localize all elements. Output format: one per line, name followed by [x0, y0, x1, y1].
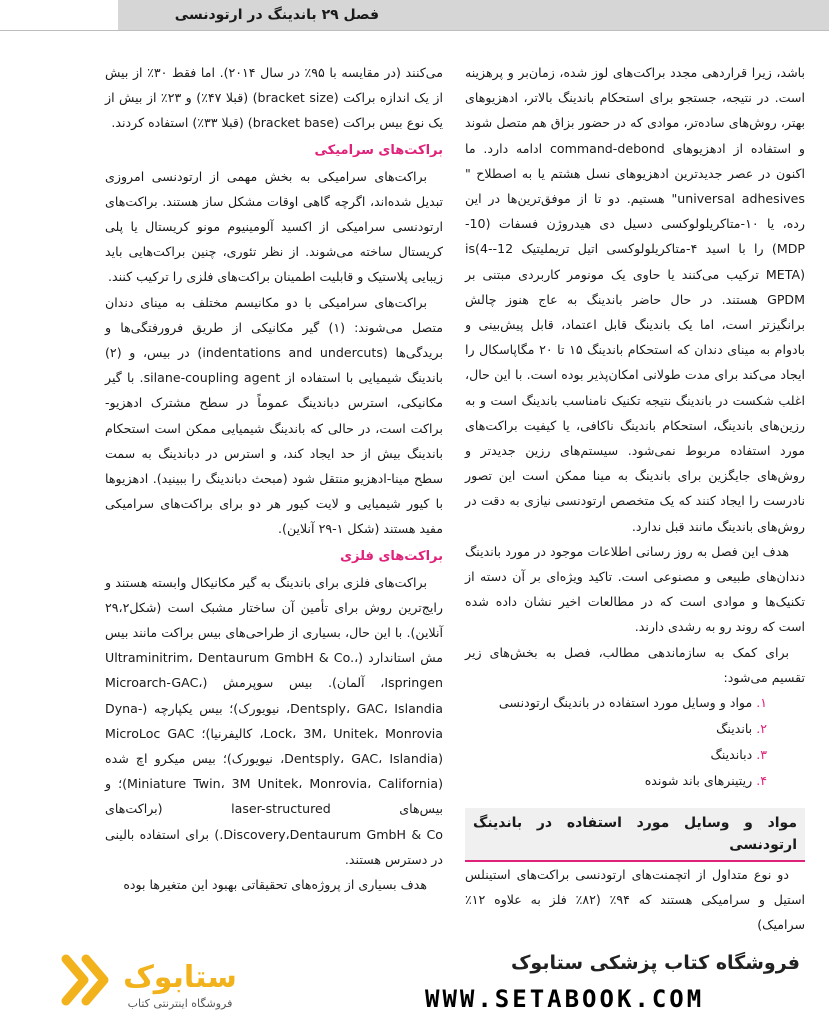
list-item: ۳. دباندینگ	[710, 747, 767, 763]
paragraph: هدف بسیاری از پروژه‌های تحقیقاتی بهبود این متغیرها بوده	[123, 877, 427, 893]
left-column	[105, 60, 443, 897]
section-list	[465, 690, 805, 794]
logo-graphic	[60, 945, 250, 1015]
logo-tagline: فروشگاه اینترنتی کتاب	[127, 997, 233, 1010]
list-item: ۱. مواد و وسایل مورد استفاده در باندینگ ارتودنسی	[498, 695, 767, 711]
store-name: فروشگاه کتاب پزشکی ستابوک	[510, 952, 800, 974]
chapter-title: فصل ۲۹ باندینگ در ارتودنسی	[174, 7, 379, 23]
section-heading: مواد و وسایل مورد استفاده در باندینگ ارتودنسی	[465, 808, 805, 862]
paragraph: براکت‌های فلزی برای باندینگ به گیر مکانیکال وابسته هستند و رایج‌ترین روش برای تأمین آن ساختار مشبک است (شکل۲۹،۲ آنلاین). با این حال، بسیاری از طراحی‌های بیس براکت مانند بیس مش استاندارد (Ultraminitrim، Dentaurum GmbH & Co.، Ispringen، آلمان). بیس سوپرمش (Microarch-GAC، Dentsply، GAC، Islandia، نیویورک)؛ بیس یکپارچه (Dyna-Lock، 3M، Unitek، Monrovia، کالیفرنیا)؛ MicroLoc GAC (Dentsply، GAC، Islandia، نیویورک)؛ بیس میکرو اچ شده (Miniature Twin، 3M Unitek، Monrovia، California)؛ و بیس‌های laser-structured (براکت‌های Discovery،Dentaurum GmbH & Co.) برای استفاده بالینی در دسترس هستند.	[105, 574, 443, 867]
right-column	[465, 60, 805, 938]
subheading-ceramic: براکت‌های سرامیکی	[314, 142, 443, 158]
page-header	[0, 0, 829, 31]
paragraph: می‌کنند (در مقایسه با ۹۵٪ در سال ۲۰۱۴). اما فقط ۳۰٪ از بیش از یک اندازه براکت (bracket size) (قبلا ۴۷٪) و ۲۳٪ از بیش از یک نوع بیس براکت (bracket base) (قبلا ۳۳٪) استفاده کردند.	[105, 65, 444, 131]
list-item: ۴. ریتینرهای باند شونده	[644, 773, 767, 789]
paragraph: باشد، زیرا قراردهی مجدد براکت‌های لوز شده، زمان‌بر و پرهزینه است. در نتیجه، جستجو برای استحکام باندینگ بالاتر، ادهزیوهای بهتر، روش‌های ساده‌تر، موادی که در حضور بزاق هم متصل شوند و استفاده از ادهزیوهای command-debond ادامه دارد. ما اکنون در عصر جدیدترین ادهزیوهای نسل هشتم یا به اصطلاح " universal adhesives" هستیم. دو تا از موفق‌ترین‌ها در این رده، یا ۱۰-متاکریلولوکسی دسیل دی هیدروژن فسفات (10-MDP) را با اسید ۴-متاکریلولوکسی اتیل تریملیتیک 12-is(4-META) ترکیب می‌کنند یا حاوی یک مونومر کاربردی مبتنی بر GPDM هستند. در حال حاضر باندینگ به عاج هنوز چالش برانگیزتر است، اما یک باندینگ قابل اعتماد، قابل پیش‌بینی و بادوام به مینای دندان که استحکام باندینگ ۱۵ تا ۲۰ مگاپاسکال را ایجاد می‌کند برای مدت طولانی امکان‌پذیر بوده است. با این حال، اغلب شکست در باندینگ نتیجه تکنیک نامناسب باندینگ است و به رزین‌های باندینگ، استحکام باندینگ ناکافی، یا کیفیت براکت‌های مورد استفاده مربوط نمی‌شود. سیستم‌های رزین جدیدتر و روش‌های جایگزین برای باندینگ به مینا ممکن است این تصور نادرست را ایجاد کنند که یک متخصص ارتودنسی نیازی به دقت در روش‌های باندینگ مانند قبل ندارد.	[465, 65, 805, 534]
header-left-blank	[0, 0, 118, 30]
setabook-logo	[60, 945, 250, 1015]
paragraph: براکت‌های سرامیکی به بخش مهمی از ارتودنسی امروزی تبدیل شده‌اند، اگرچه گاهی اوقات مشکل ساز هستند. براکت‌های ارتودنسی سرامیکی از اکسید آلومینیوم مونو کریستال یا پلی کریستال ساخته می‌شوند. از نظر تئوری، چنین براکت‌هایی باید زیبایی پلاستیک و قابلیت اطمینان براکت‌های فلزی را ترکیب کنند.	[105, 168, 443, 285]
subheading-metal: براکت‌های فلزی	[340, 548, 443, 564]
logo-text: ستابوک	[123, 960, 237, 995]
paragraph: دو نوع متداول از اتچمنت‌های ارتودنسی براکت‌های استینلس استیل و سرامیکی هستند که ۹۴٪ (۸۲٪ فلز به علاوه ۱۲٪ سرامیک)	[465, 867, 805, 933]
store-website: WWW.SETABOOK.COM	[425, 985, 705, 1013]
paragraph: هدف این فصل به روز رسانی اطلاعات موجود در مورد باندینگ دندان‌های طبیعی و مصنوعی است. تاکید ویژه‌ای بر آن دسته از تکنیک‌ها و موادی است که در مطالعات اخیر نشان داده شده است که روند رو به رشدی دارند.	[465, 543, 805, 635]
list-item: ۲. باندینگ	[716, 721, 767, 737]
paragraph: برای کمک به سازماندهی مطالب، فصل به بخش‌های زیر تقسیم می‌شود:	[465, 644, 805, 685]
paragraph: براکت‌های سرامیکی با دو مکانیسم مختلف به مینای دندان متصل می‌شوند: (۱) گیر مکانیکی از طریق فرورفتگی‌ها و بریدگی‌ها (indentations and undercuts) در بیس، و (۲) باندینگ شیمیایی با استفاده از silane-coupling agent. با گیر مکانیکی، استرس دباندینگ عموماً در سطح مشترک ادهزیو-براکت است، در حالی که باندینگ شیمیایی ممکن است استحکام باندینگ بیش از حد ایجاد کند، و استرس در دباندینگ به سمت سطح مینا-ادهزیو منتقل شود (مبحث دباندینگ را ببینید). ادهزیوها با کیور شیمیایی و لایت کیور هر دو برای براکت‌های سرامیکی مفید هستند (شکل ۱-۲۹ آنلاین).	[105, 294, 443, 537]
